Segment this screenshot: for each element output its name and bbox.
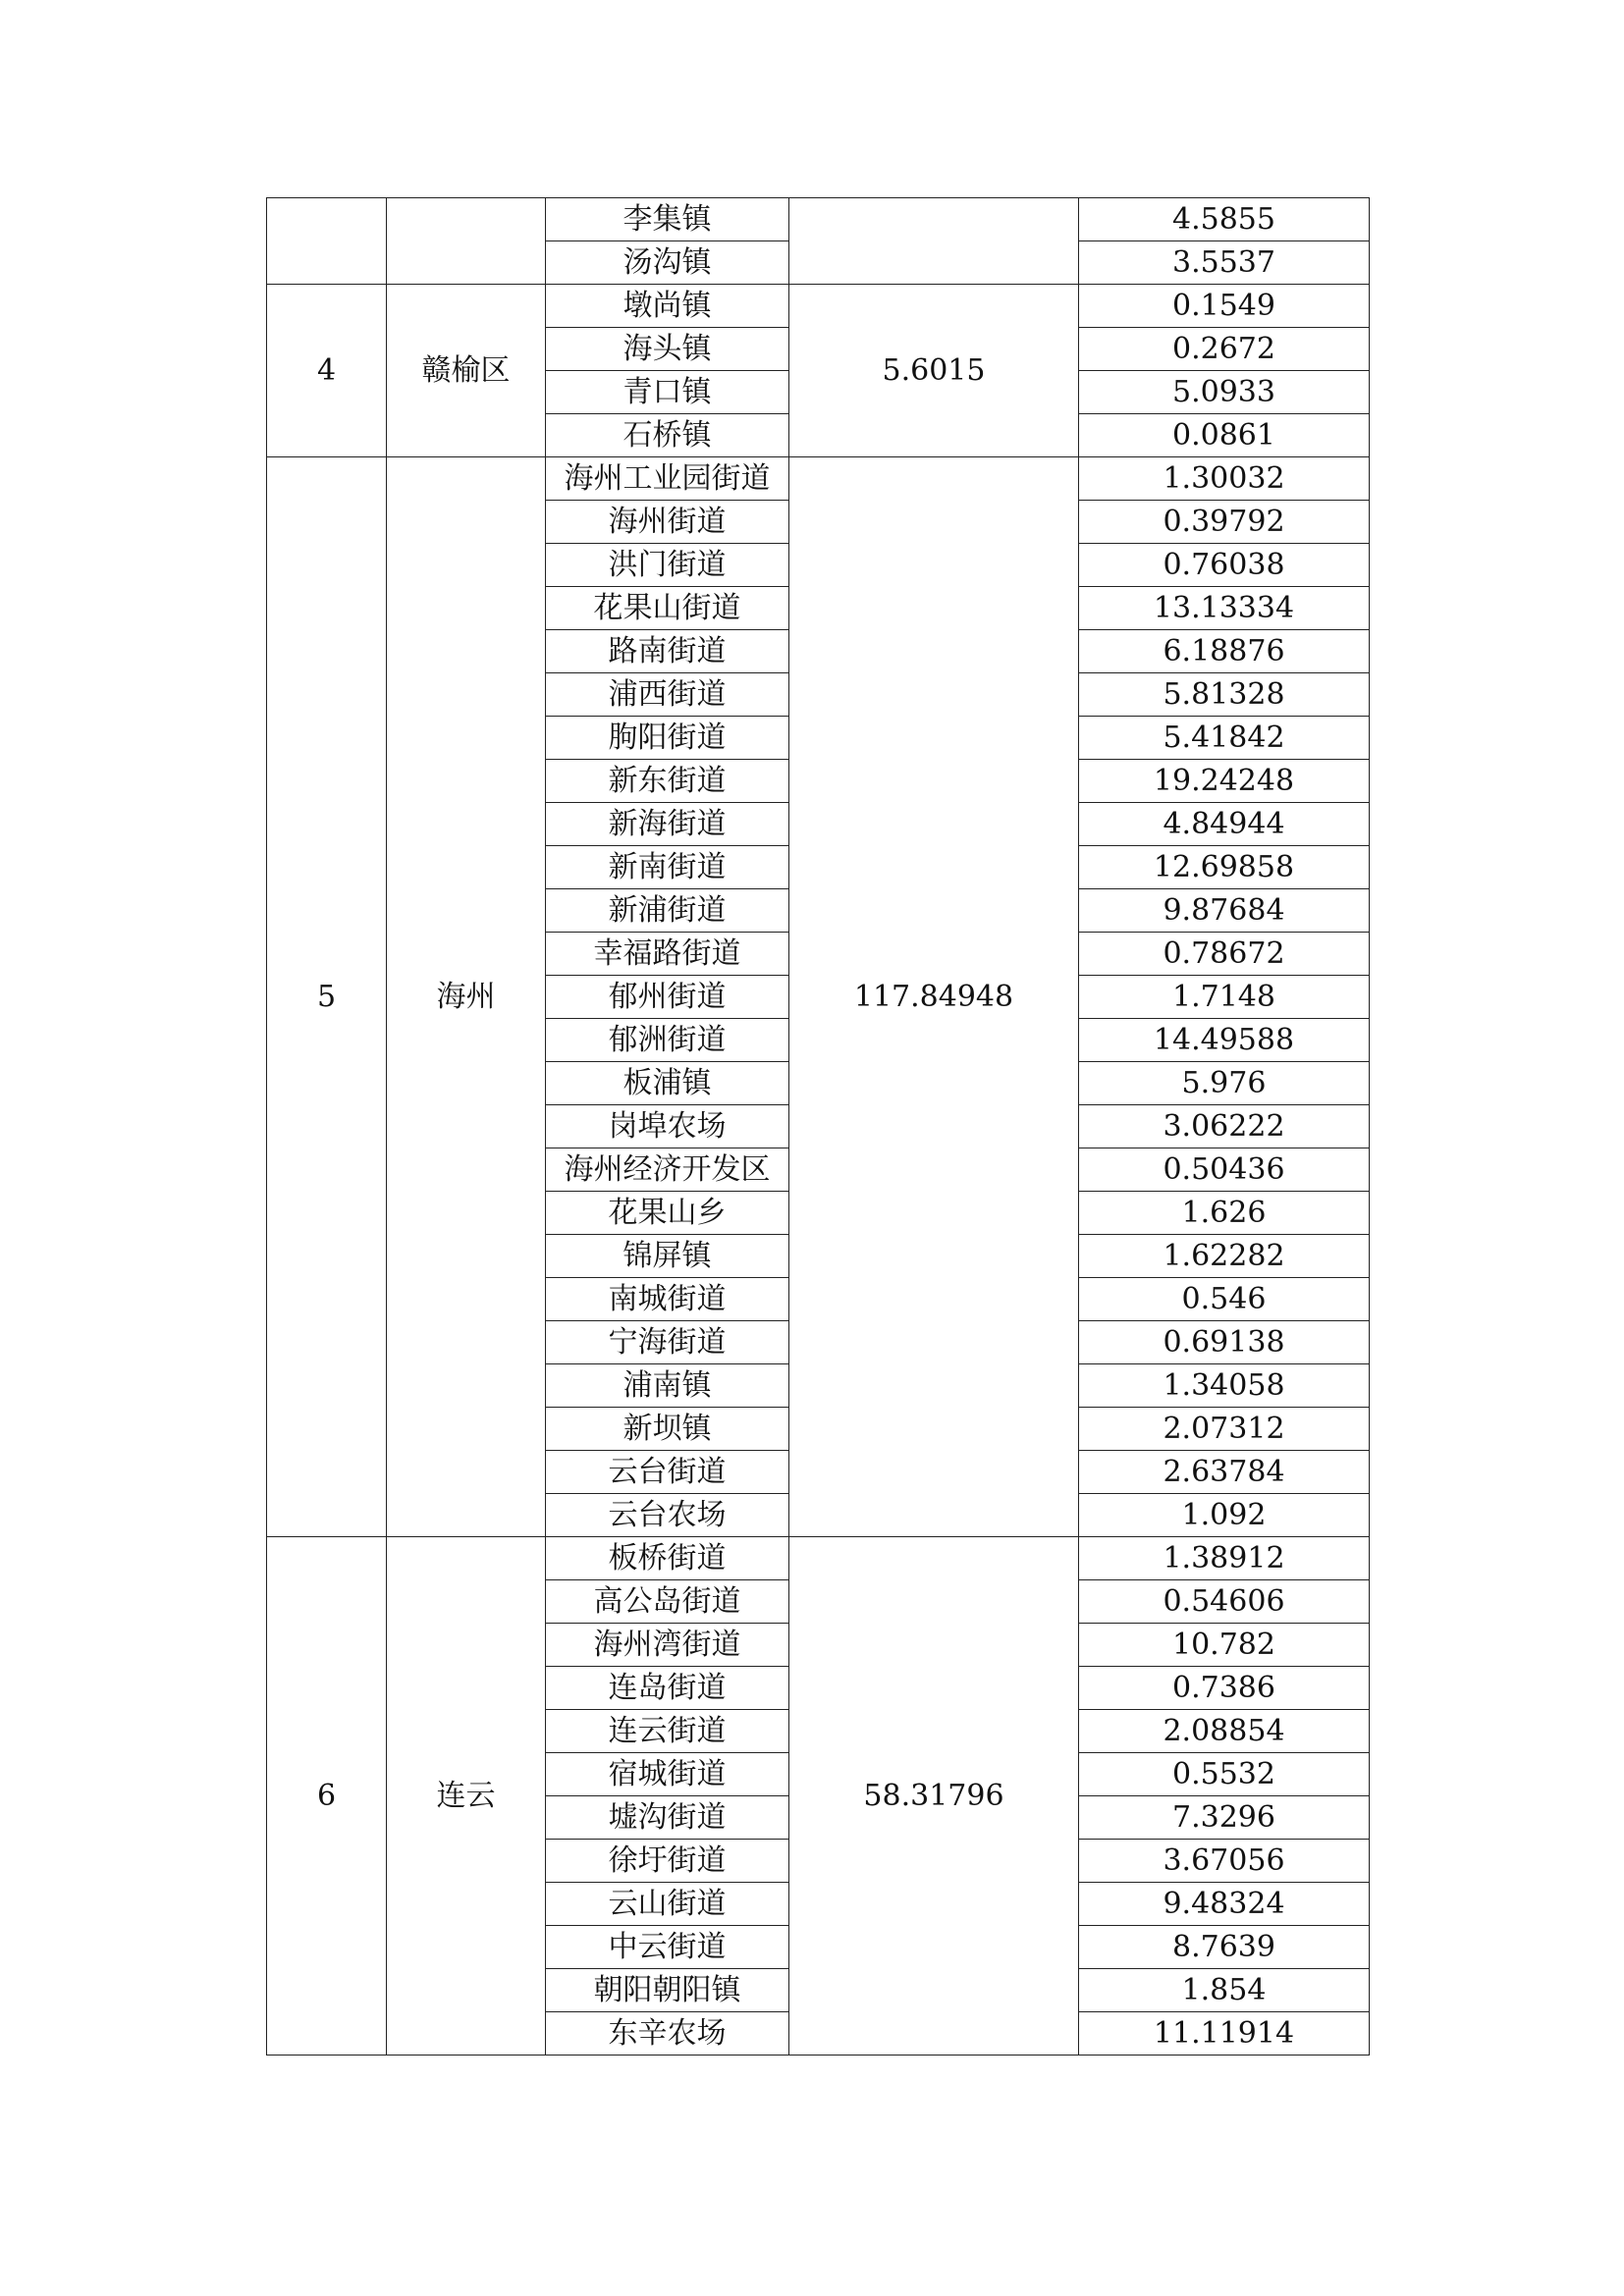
subdistrict-value-cell: 1.62282	[1079, 1235, 1370, 1278]
table-row	[267, 1537, 1370, 1580]
subdistrict-value-cell: 0.50436	[1079, 1148, 1370, 1192]
subdistrict-value-cell: 1.7148	[1079, 976, 1370, 1019]
subdistrict-value-cell: 10.782	[1079, 1624, 1370, 1667]
subdistrict-name-cell: 新坝镇	[546, 1408, 789, 1451]
subdistrict-name-cell: 东辛农场	[546, 2012, 789, 2056]
subdistrict-value-cell: 0.54606	[1079, 1580, 1370, 1624]
subdistrict-name-cell: 宿城街道	[546, 1753, 789, 1796]
group-number-cell: 5	[267, 457, 387, 1537]
subdistrict-value-cell: 5.81328	[1079, 673, 1370, 717]
subdistrict-value-cell: 0.2672	[1079, 328, 1370, 371]
subdistrict-value-cell: 4.84944	[1079, 803, 1370, 846]
subdistrict-name-cell: 板桥街道	[546, 1537, 789, 1580]
subdistrict-name-cell: 海州工业园街道	[546, 457, 789, 501]
subdistrict-name-cell: 云山街道	[546, 1883, 789, 1926]
subdistrict-value-cell: 2.63784	[1079, 1451, 1370, 1494]
subdistrict-name-cell: 浦西街道	[546, 673, 789, 717]
district-total-cell: 5.6015	[789, 285, 1079, 457]
subdistrict-name-cell: 花果山街道	[546, 587, 789, 630]
subdistrict-value-cell: 9.48324	[1079, 1883, 1370, 1926]
subdistrict-value-cell: 6.18876	[1079, 630, 1370, 673]
district-cell: 海州	[387, 457, 546, 1537]
subdistrict-name-cell: 郁州街道	[546, 976, 789, 1019]
district-cell: 赣榆区	[387, 285, 546, 457]
subdistrict-name-cell: 海州经济开发区	[546, 1148, 789, 1192]
district-cell	[387, 198, 546, 285]
subdistrict-value-cell: 1.854	[1079, 1969, 1370, 2012]
subdistrict-name-cell: 连岛街道	[546, 1667, 789, 1710]
subdistrict-value-cell: 0.546	[1079, 1278, 1370, 1321]
subdistrict-value-cell: 0.1549	[1079, 285, 1370, 328]
table-body	[267, 198, 1370, 2056]
subdistrict-value-cell: 8.7639	[1079, 1926, 1370, 1969]
subdistrict-value-cell: 1.30032	[1079, 457, 1370, 501]
subdistrict-value-cell: 3.06222	[1079, 1105, 1370, 1148]
subdistrict-value-cell: 5.976	[1079, 1062, 1370, 1105]
subdistrict-name-cell: 徐圩街道	[546, 1840, 789, 1883]
subdistrict-value-cell: 3.5537	[1079, 241, 1370, 285]
subdistrict-name-cell: 连云街道	[546, 1710, 789, 1753]
subdistrict-value-cell: 0.76038	[1079, 544, 1370, 587]
subdistrict-name-cell: 中云街道	[546, 1926, 789, 1969]
subdistrict-value-cell: 12.69858	[1079, 846, 1370, 889]
subdistrict-name-cell: 宁海街道	[546, 1321, 789, 1364]
subdistrict-name-cell: 幸福路街道	[546, 933, 789, 976]
subdistrict-value-cell: 3.67056	[1079, 1840, 1370, 1883]
subdistrict-name-cell: 新海街道	[546, 803, 789, 846]
subdistrict-name-cell: 板浦镇	[546, 1062, 789, 1105]
subdistrict-name-cell: 岗埠农场	[546, 1105, 789, 1148]
subdistrict-name-cell: 海头镇	[546, 328, 789, 371]
subdistrict-value-cell: 0.69138	[1079, 1321, 1370, 1364]
subdistrict-value-cell: 19.24248	[1079, 760, 1370, 803]
table-row	[267, 198, 1370, 241]
subdistrict-name-cell: 墩尚镇	[546, 285, 789, 328]
subdistrict-name-cell: 朐阳街道	[546, 717, 789, 760]
subdistrict-name-cell: 海州街道	[546, 501, 789, 544]
district-total-cell: 58.31796	[789, 1537, 1079, 2056]
subdistrict-name-cell: 朝阳朝阳镇	[546, 1969, 789, 2012]
subdistrict-value-cell: 13.13334	[1079, 587, 1370, 630]
subdistrict-value-cell: 1.626	[1079, 1192, 1370, 1235]
subdistrict-value-cell: 1.092	[1079, 1494, 1370, 1537]
group-number-cell: 4	[267, 285, 387, 457]
subdistrict-name-cell: 李集镇	[546, 198, 789, 241]
group-number-cell: 6	[267, 1537, 387, 2056]
subdistrict-value-cell: 14.49588	[1079, 1019, 1370, 1062]
subdistrict-value-cell: 2.07312	[1079, 1408, 1370, 1451]
subdistrict-value-cell: 0.39792	[1079, 501, 1370, 544]
subdistrict-value-cell: 0.5532	[1079, 1753, 1370, 1796]
subdistrict-value-cell: 5.41842	[1079, 717, 1370, 760]
subdistrict-name-cell: 路南街道	[546, 630, 789, 673]
district-cell: 连云	[387, 1537, 546, 2056]
area-table	[266, 197, 1370, 2056]
table-row	[267, 285, 1370, 328]
subdistrict-name-cell: 新南街道	[546, 846, 789, 889]
subdistrict-value-cell: 4.5855	[1079, 198, 1370, 241]
table-row	[267, 457, 1370, 501]
subdistrict-value-cell: 7.3296	[1079, 1796, 1370, 1840]
subdistrict-name-cell: 花果山乡	[546, 1192, 789, 1235]
subdistrict-value-cell: 0.0861	[1079, 414, 1370, 457]
subdistrict-name-cell: 浦南镇	[546, 1364, 789, 1408]
subdistrict-name-cell: 新浦街道	[546, 889, 789, 933]
subdistrict-name-cell: 石桥镇	[546, 414, 789, 457]
district-total-cell	[789, 198, 1079, 285]
subdistrict-value-cell: 0.7386	[1079, 1667, 1370, 1710]
subdistrict-name-cell: 高公岛街道	[546, 1580, 789, 1624]
subdistrict-name-cell: 海州湾街道	[546, 1624, 789, 1667]
subdistrict-name-cell: 洪门街道	[546, 544, 789, 587]
subdistrict-value-cell: 2.08854	[1079, 1710, 1370, 1753]
subdistrict-name-cell: 青口镇	[546, 371, 789, 414]
subdistrict-name-cell: 云台街道	[546, 1451, 789, 1494]
subdistrict-value-cell: 0.78672	[1079, 933, 1370, 976]
subdistrict-value-cell: 1.34058	[1079, 1364, 1370, 1408]
district-total-cell: 117.84948	[789, 457, 1079, 1537]
subdistrict-name-cell: 汤沟镇	[546, 241, 789, 285]
subdistrict-name-cell: 墟沟街道	[546, 1796, 789, 1840]
subdistrict-value-cell: 9.87684	[1079, 889, 1370, 933]
subdistrict-name-cell: 云台农场	[546, 1494, 789, 1537]
subdistrict-name-cell: 南城街道	[546, 1278, 789, 1321]
subdistrict-name-cell: 锦屏镇	[546, 1235, 789, 1278]
subdistrict-value-cell: 11.11914	[1079, 2012, 1370, 2056]
subdistrict-name-cell: 新东街道	[546, 760, 789, 803]
subdistrict-name-cell: 郁洲街道	[546, 1019, 789, 1062]
group-number-cell	[267, 198, 387, 285]
subdistrict-value-cell: 5.0933	[1079, 371, 1370, 414]
subdistrict-value-cell: 1.38912	[1079, 1537, 1370, 1580]
